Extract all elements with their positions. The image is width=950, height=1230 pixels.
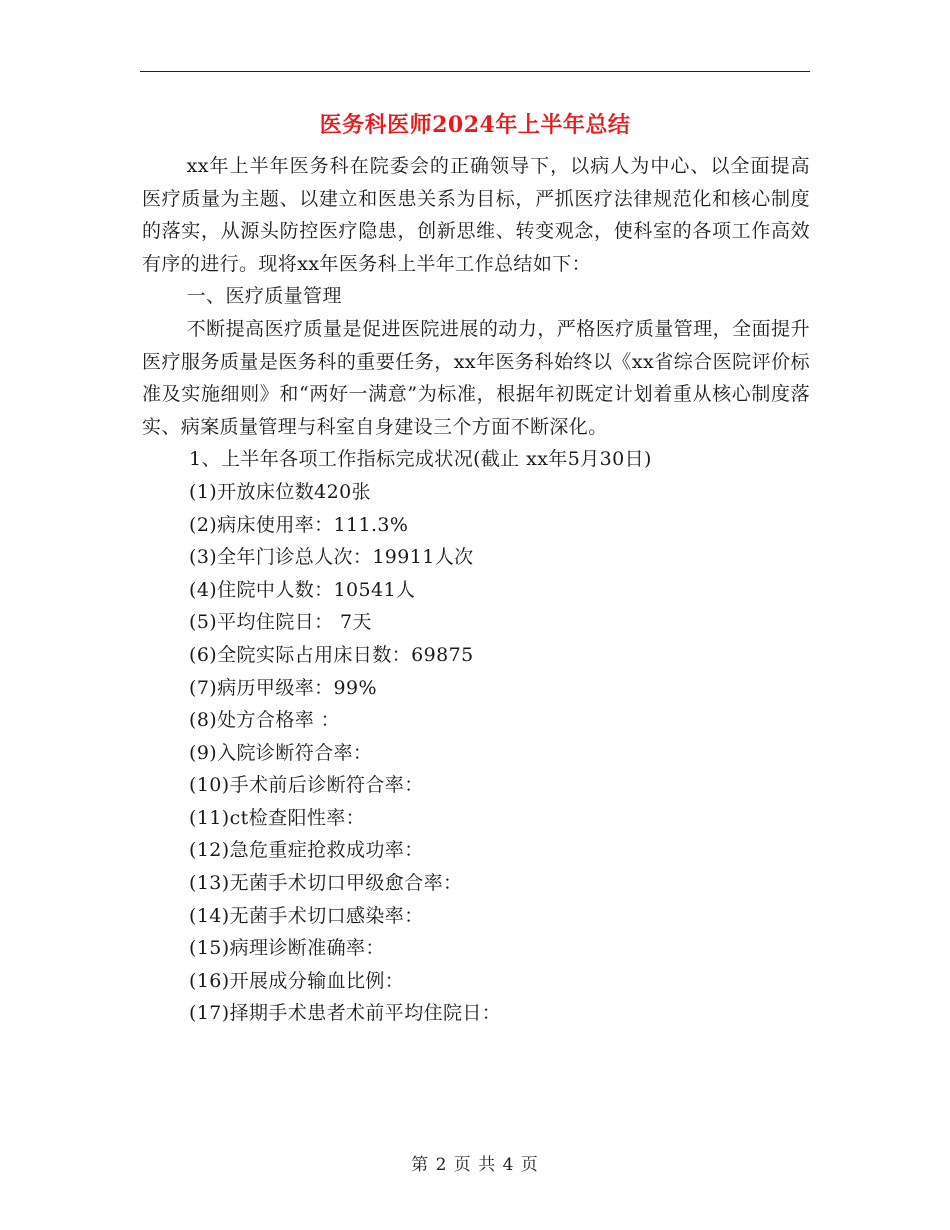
list-item: (16)开展成分输血比例：: [189, 969, 405, 992]
list-item: (8)处方合格率 ：: [189, 709, 340, 732]
header-rule: [140, 71, 810, 72]
list-item: (1)开放床位数420张: [189, 480, 371, 503]
document-title: 医务科医师2024年上半年总结: [319, 112, 631, 138]
page-number-footer: 第 2 页 共 4 页: [411, 1155, 539, 1175]
list-item: (14)无菌手术切口感染率：: [189, 904, 424, 927]
quality-paragraph: 不断提高医疗质量是促进医院进展的动力，严格医疗质量管理，全面提升医疗服务质量是医务科的重要任务，xx年医务科始终以《xx省综合医院评价标准及实施细则》和“两好一满意”为标准，根据年初既定计划着重从核心制度落实、病案质量管理与科室自身建设三个方面不断深化。: [142, 317, 810, 438]
list-item: (5)平均住院日： 7天: [189, 611, 372, 634]
section-heading: 一、医疗质量管理: [186, 285, 342, 308]
list-item: (17)择期手术患者术前平均住院日：: [189, 1002, 502, 1025]
list-item: (7)病历甲级率：99%: [189, 676, 377, 699]
indicator-heading: 1、上半年各项工作指标完成状况(截止 xx年5月30日): [189, 448, 652, 471]
list-item: (10)手术前后诊断符合率：: [189, 774, 424, 797]
list-item: (15)病理诊断准确率：: [189, 937, 385, 960]
list-item: (2)病床使用率：111.3%: [189, 513, 409, 536]
list-item: (3)全年门诊总人次：19911人次: [189, 546, 474, 569]
list-item: (11)ct检查阳性率：: [189, 806, 366, 829]
list-item: (4)住院中人数：10541人: [189, 578, 416, 601]
document-body: [142, 150, 810, 1030]
intro-paragraph: xx年上半年医务科在院委会的正确领导下，以病人为中心、以全面提高医疗质量为主题、以建立和医患关系为目标，严抓医疗法律规范化和核心制度的落实，从源头防控医疗隐患，创新思维、转变观念，使科室的各项工作高效有序的进行。现将xx年医务科上半年工作总结如下：: [142, 155, 810, 275]
list-item: (6)全院实际占用床日数：69875: [189, 643, 474, 666]
list-item: (9)入院诊断符合率：: [189, 741, 373, 764]
list-item: (13)无菌手术切口甲级愈合率：: [189, 872, 463, 895]
list-item: (12)急危重症抢救成功率：: [189, 839, 424, 862]
